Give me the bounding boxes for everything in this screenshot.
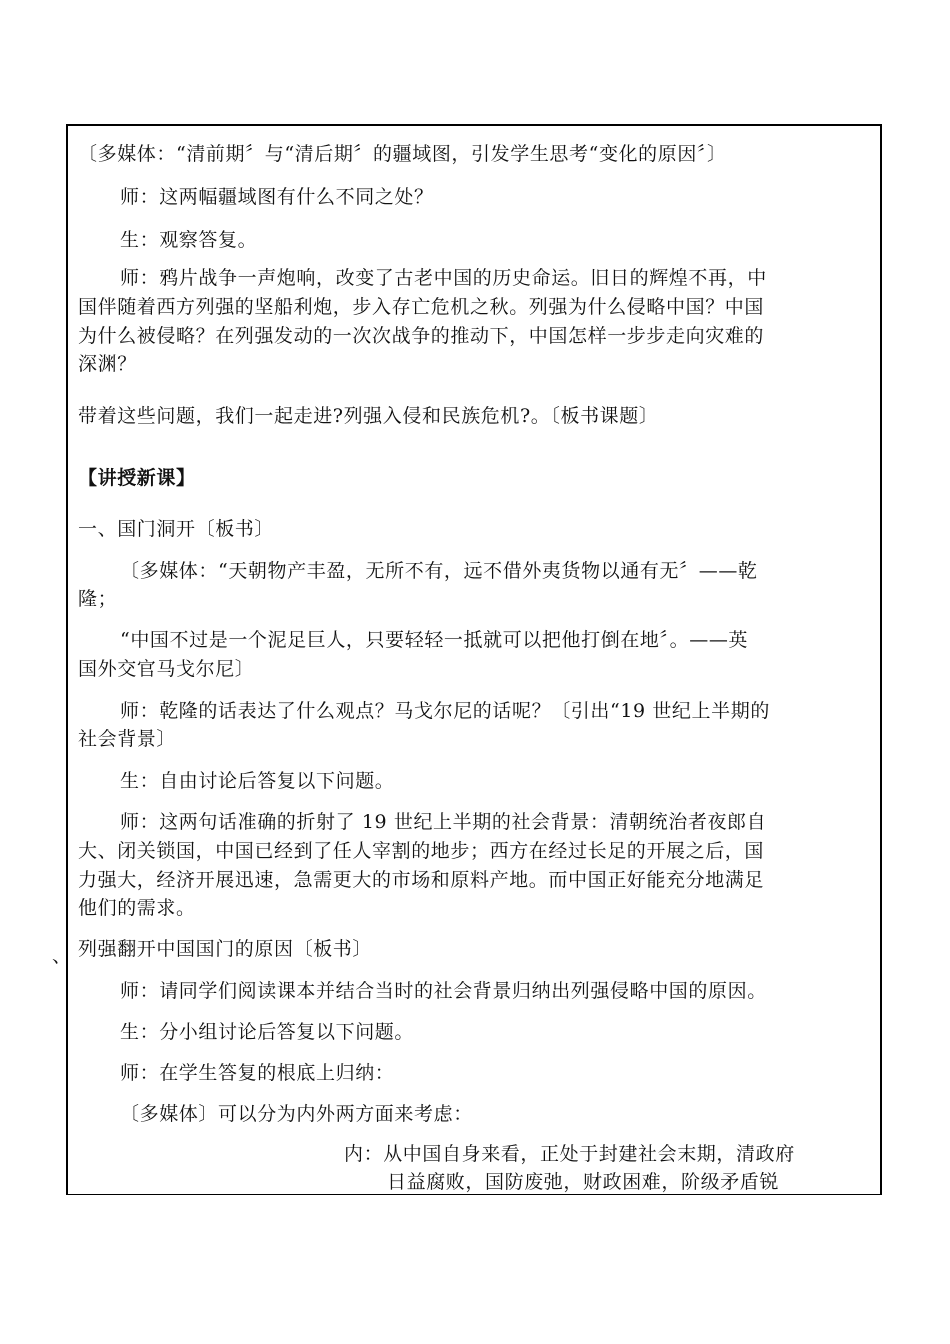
text-line-macartney-quote-2: 国外交官马戈尔尼〕	[78, 658, 255, 680]
text-line-internal-2: 日益腐败，国防废弛，财政困难，阶级矛盾锐	[387, 1171, 780, 1193]
text-line-macartney-quote-1: “中国不过是一个泥足巨人，只要轻轻一抵就可以把他打倒在地〞。——英	[120, 629, 749, 651]
text-line-teacher-question-2b: 社会背景〕	[78, 728, 177, 750]
text-line-background-3: 力强大，经济开展迅速，急需更大的市场和原料产地。而中国正好能充分地满足	[78, 869, 765, 891]
text-line-teacher-question-2a: 师：乾隆的话表达了什么观点？马戈尔尼的话呢？〔引出“19 世纪上半期的	[120, 700, 770, 722]
text-line-teacher-intro-3: 为什么被侵略？在列强发动的一次次战争的推动下，中国怎样一步步走向灾难的	[78, 325, 765, 347]
text-line-student-answer: 生：观察答复。	[120, 229, 258, 251]
stray-punctuation-mark: 、	[52, 945, 72, 967]
text-line-background-1: 师：这两句话准确的折射了 19 世纪上半期的社会背景：清朝统治者夜郎自	[120, 811, 767, 833]
text-line-teacher-reading: 师：请同学们阅读课本并结合当时的社会背景归纳出列强侵略中国的原因。	[120, 980, 767, 1002]
section-heading-country-gate: 一、国门洞开〔板书〕	[78, 518, 275, 540]
text-line-qianlong-quote-2: 隆；	[78, 588, 118, 610]
text-line-teacher-intro-1: 师：鸦片战争一声炮响，改变了古老中国的历史命运。旧日的辉煌不再，中	[120, 267, 767, 289]
text-line-student-group: 生：分小组讨论后答复以下问题。	[120, 1021, 415, 1043]
text-line-teacher-summary: 师：在学生答复的根底上归纳：	[120, 1062, 395, 1084]
section-heading-new-lesson: 【讲授新课】	[78, 467, 196, 489]
text-line-qianlong-quote-1: 〔多媒体：“天朝物产丰盈，无所不有，远不借外夷货物以通有无〞——乾	[120, 560, 758, 582]
text-line-lesson-title: 带着这些问题，我们一起走进?列强入侵和民族危机?。〔板书课题〕	[78, 405, 659, 427]
text-line-background-4: 他们的需求。	[78, 897, 196, 919]
text-line-multimedia-map: 〔多媒体：“清前期〞与“清后期〞的疆域图，引发学生思考“变化的原因〞〕	[78, 143, 727, 165]
text-line-teacher-intro-2: 国伴随着西方列强的坚船利炮，步入存亡危机之秋。列强为什么侵略中国？中国	[78, 296, 765, 318]
text-line-teacher-intro-4: 深渊？	[78, 353, 137, 375]
text-line-student-discussion: 生：自由讨论后答复以下问题。	[120, 770, 395, 792]
text-line-background-2: 大、闭关锁国，中国已经到了任人宰割的地步；西方在经过长足的开展之后，国	[78, 840, 765, 862]
text-line-internal-1: 内：从中国自身来看，正处于封建社会末期，清政府	[344, 1143, 795, 1165]
text-line-teacher-question: 师：这两幅疆域图有什么不同之处？	[120, 186, 434, 208]
text-line-multimedia-aspects: 〔多媒体〕可以分为内外两方面来考虑：	[120, 1103, 473, 1125]
section-heading-reasons: 列强翻开中国国门的原因〔板书〕	[78, 938, 373, 960]
